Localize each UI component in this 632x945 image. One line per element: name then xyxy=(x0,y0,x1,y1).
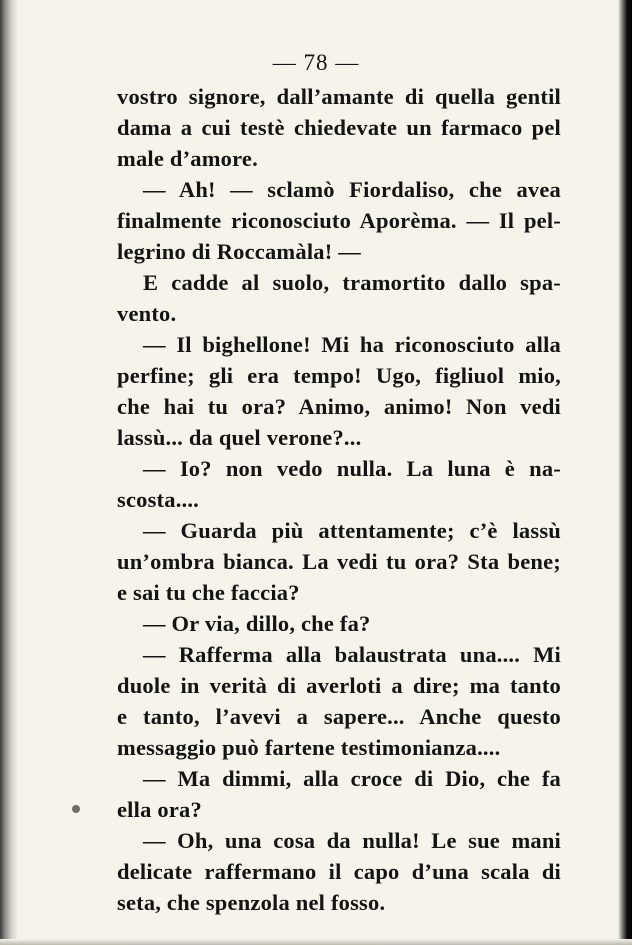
page-edge-bottom xyxy=(0,939,632,945)
page-edge-right xyxy=(618,0,632,945)
text-line: male d’amore. xyxy=(117,146,258,171)
text-line: finalmente riconosciuto Aporèma. — Il pel- xyxy=(117,208,561,233)
text-line: — Il bighellone! Mi ha riconosciuto alla xyxy=(143,332,561,357)
text-line: dama a cui testè chiedevate un farmaco pel xyxy=(117,115,561,140)
text-line: — Oh, una cosa da nulla! Le sue mani xyxy=(143,828,561,853)
body-text xyxy=(117,81,561,918)
text-line: ella ora? xyxy=(117,797,202,822)
text-line: — Or via, dillo, che fa? xyxy=(143,611,371,636)
text-line: delicate raffermano il capo d’una scala di xyxy=(117,859,561,884)
text-line: che hai tu ora? Animo, animo! Non vedi xyxy=(117,394,561,419)
binding-gutter xyxy=(0,0,18,945)
text-line: vostro signore, dall’amante di quella gentil xyxy=(117,84,561,109)
text-line: — Ma dimmi, alla croce di Dio, che fa xyxy=(143,766,561,791)
text-line: un’ombra bianca. La vedi tu ora? Sta bene; xyxy=(117,549,561,574)
text-line: perfine; gli era tempo! Ugo, figliuol mio, xyxy=(117,363,561,388)
text-line: vento. xyxy=(117,301,177,326)
text-line: lassù... da quel verone?... xyxy=(117,425,362,450)
text-line: messaggio può fartene testimonianza.... xyxy=(117,735,501,760)
ink-smudge xyxy=(72,805,80,813)
text-line: — Rafferma alla balaustrata una.... Mi xyxy=(143,642,561,667)
text-line: scosta.... xyxy=(117,487,199,512)
text-line: — Io? non vedo nulla. La luna è na- xyxy=(143,456,561,481)
text-line: E cadde al suolo, tramortito dallo spa- xyxy=(143,270,561,295)
text-line: e tanto, l’avevi a sapere... Anche questo xyxy=(117,704,561,729)
text-line: e sai tu che faccia? xyxy=(117,580,300,605)
page-number: — 78 — xyxy=(272,50,360,75)
text-line: — Ah! — sclamò Fiordaliso, che avea xyxy=(143,177,561,202)
text-line: seta, che spenzola nel fosso. xyxy=(117,890,386,915)
text-line: legrino di Roccamàla! — xyxy=(117,239,361,264)
text-line: — Guarda più attentamente; c’è lassù xyxy=(143,518,561,543)
text-line: duole in verità di averloti a dire; ma tanto xyxy=(117,673,561,698)
